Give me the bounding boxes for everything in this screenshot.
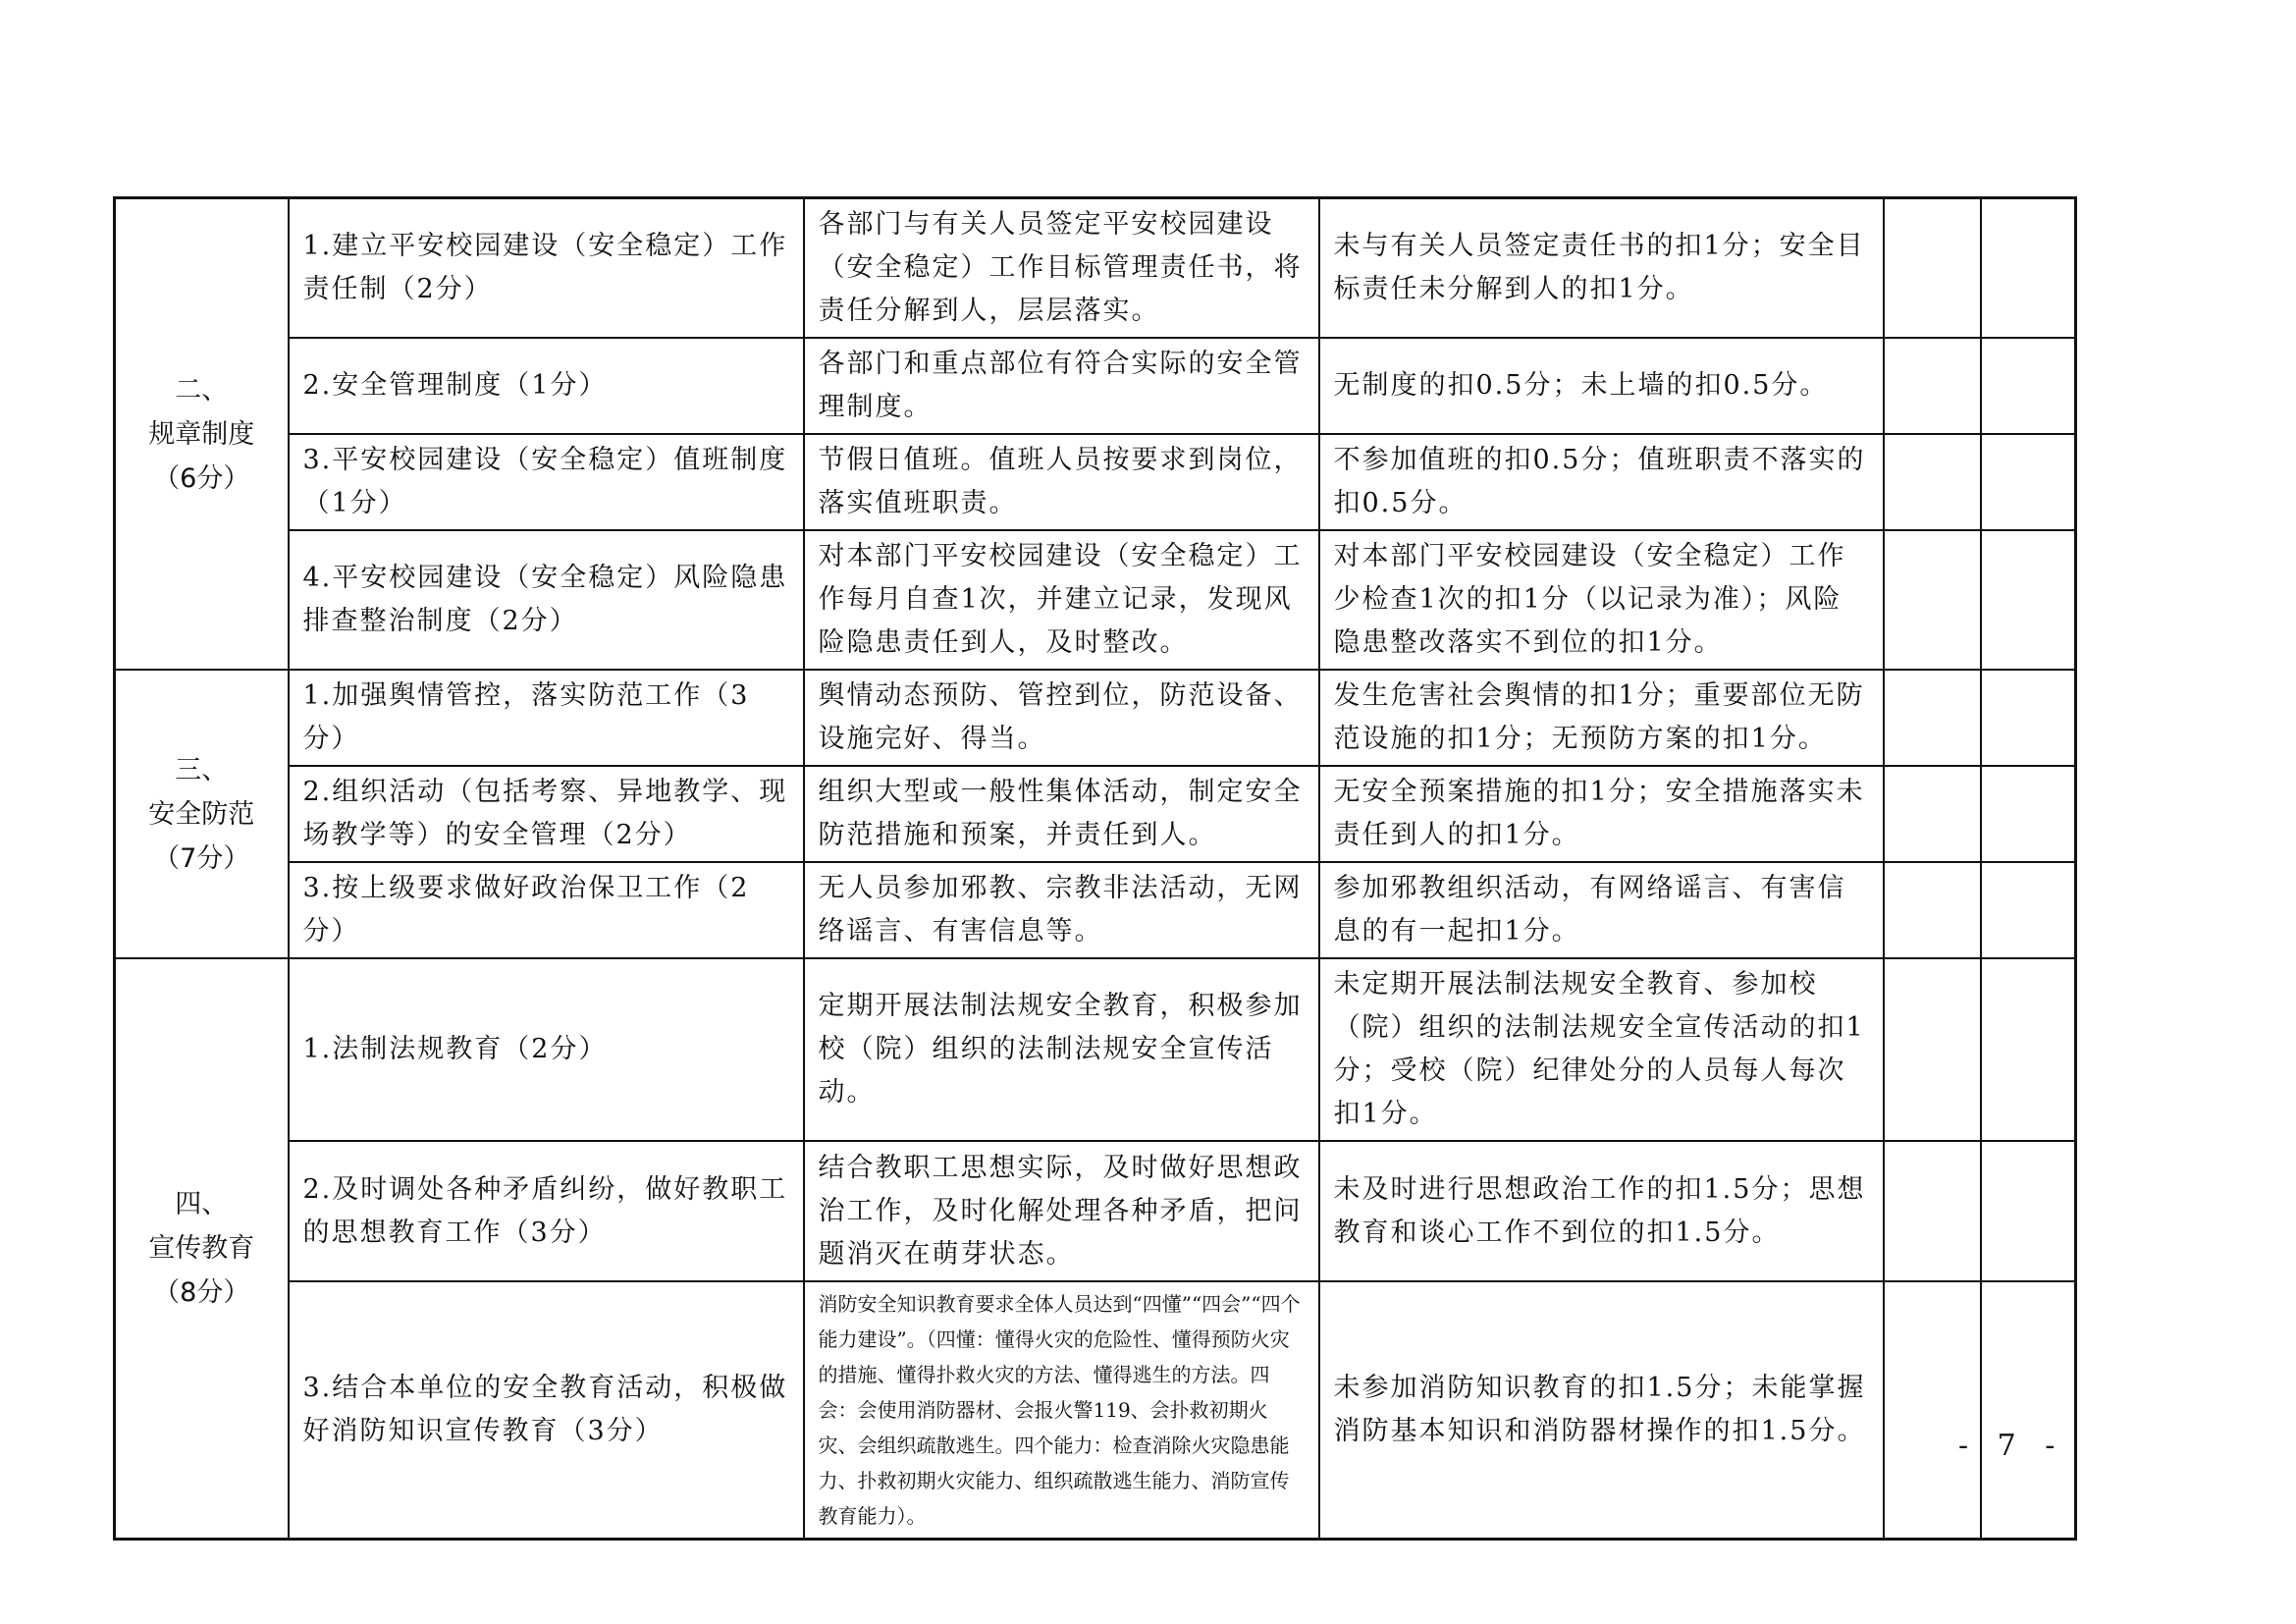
table-row — [115, 670, 2076, 766]
standard-cell: 各部门和重点部位有符合实际的安全管理制度。 — [804, 338, 1319, 434]
score-cell-1[interactable] — [1884, 862, 1981, 958]
table-row — [115, 338, 2076, 434]
deduction-cell: 无制度的扣0.5分；未上墙的扣0.5分。 — [1319, 338, 1884, 434]
score-cell-2[interactable] — [1981, 958, 2076, 1141]
category-label: 二、 — [175, 374, 229, 406]
category-label: （6分） — [153, 462, 250, 494]
score-cell-1[interactable] — [1884, 1281, 1981, 1540]
score-cell-2[interactable] — [1981, 1141, 2076, 1281]
item-cell: 3.平安校园建设（安全稳定）值班制度（1分） — [289, 434, 804, 530]
score-cell-1[interactable] — [1884, 434, 1981, 530]
standard-cell: 定期开展法制法规安全教育，积极参加校（院）组织的法制法规安全宣传活动。 — [804, 958, 1319, 1141]
deduction-cell: 对本部门平安校园建设（安全稳定）工作少检查1次的扣1分（以记录为准）；风险隐患整改落实不到位的扣1分。 — [1319, 530, 1884, 670]
table-row — [115, 766, 2076, 862]
standard-cell: 舆情动态预防、管控到位，防范设备、设施完好、得当。 — [804, 670, 1319, 766]
score-cell-1[interactable] — [1884, 958, 1981, 1141]
score-cell-2[interactable] — [1981, 198, 2076, 339]
table-row — [115, 198, 2076, 339]
item-cell: 1.加强舆情管控，落实防范工作（3分） — [289, 670, 804, 766]
score-cell-2[interactable] — [1981, 1281, 2076, 1540]
item-cell: 1.建立平安校园建设（安全稳定）工作责任制（2分） — [289, 198, 804, 339]
deduction-cell: 未及时进行思想政治工作的扣1.5分；思想教育和谈心工作不到位的扣1.5分。 — [1319, 1141, 1884, 1281]
deduction-cell: 未定期开展法制法规安全教育、参加校（院）组织的法制法规安全宣传活动的扣1分；受校（院）纪律处分的人员每人每次扣1分。 — [1319, 958, 1884, 1141]
item-cell: 2.及时调处各种矛盾纠纷，做好教职工的思想教育工作（3分） — [289, 1141, 804, 1281]
standard-cell: 各部门与有关人员签定平安校园建设（安全稳定）工作目标管理责任书，将责任分解到人，层层落实。 — [804, 198, 1319, 339]
deduction-cell: 参加邪教组织活动，有网络谣言、有害信息的有一起扣1分。 — [1319, 862, 1884, 958]
category-label: 安全防范 — [148, 798, 255, 830]
score-cell-2[interactable] — [1981, 434, 2076, 530]
score-cell-2[interactable] — [1981, 766, 2076, 862]
score-cell-2[interactable] — [1981, 338, 2076, 434]
table-row — [115, 1281, 2076, 1540]
category-label: 三、 — [175, 754, 229, 785]
category-cell — [115, 670, 289, 958]
item-cell: 2.组织活动（包括考察、异地教学、现场教学等）的安全管理（2分） — [289, 766, 804, 862]
category-label: 四、 — [175, 1189, 229, 1219]
standard-cell: 节假日值班。值班人员按要求到岗位，落实值班职责。 — [804, 434, 1319, 530]
standard-cell: 结合教职工思想实际，及时做好思想政治工作，及时化解处理各种矛盾，把问题消灭在萌芽状态。 — [804, 1141, 1319, 1281]
deduction-cell: 不参加值班的扣0.5分；值班职责不落实的扣0.5分。 — [1319, 434, 1884, 530]
standard-cell: 组织大型或一般性集体活动，制定安全防范措施和预案，并责任到人。 — [804, 766, 1319, 862]
standard-cell: 消防安全知识教育要求全体人员达到“四懂”“四会”“四个能力建设”。（四懂：懂得火灾的危险性、懂得预防火灾的措施、懂得扑救火灾的方法、懂得逃生的方法。四会：会使用消防器材、会报火警119、会扑救初期火灾、会组织疏散逃生。四个能力：检查消除火灾隐患能力、扑救初期火灾能力、组织疏散逃生能力、消防宣传教育能力）。 — [804, 1281, 1319, 1540]
standard-cell: 对本部门平安校园建设（安全稳定）工作每月自查1次，并建立记录，发现风险隐患责任到人，及时整改。 — [804, 530, 1319, 670]
score-cell-1[interactable] — [1884, 766, 1981, 862]
score-cell-1[interactable] — [1884, 1141, 1981, 1281]
item-cell: 3.结合本单位的安全教育活动，积极做好消防知识宣传教育（3分） — [289, 1281, 804, 1540]
item-cell: 2.安全管理制度（1分） — [289, 338, 804, 434]
table-row — [115, 434, 2076, 530]
score-cell-2[interactable] — [1981, 530, 2076, 670]
standard-cell: 无人员参加邪教、宗教非法活动，无网络谣言、有害信息等。 — [804, 862, 1319, 958]
table-row — [115, 862, 2076, 958]
category-label: （7分） — [153, 842, 250, 874]
item-cell: 1.法制法规教育（2分） — [289, 958, 804, 1141]
category-label: 宣传教育 — [148, 1233, 255, 1264]
deduction-cell: 无安全预案措施的扣1分；安全措施落实未责任到人的扣1分。 — [1319, 766, 1884, 862]
item-cell: 3.按上级要求做好政治保卫工作（2分） — [289, 862, 804, 958]
deduction-cell: 发生危害社会舆情的扣1分；重要部位无防范设施的扣1分；无预防方案的扣1分。 — [1319, 670, 1884, 766]
category-cell — [115, 958, 289, 1540]
category-label: 规章制度 — [148, 418, 255, 450]
table-row — [115, 530, 2076, 670]
score-cell-1[interactable] — [1884, 338, 1981, 434]
table-row — [115, 958, 2076, 1141]
deduction-cell: 未参加消防知识教育的扣1.5分；未能掌握消防基本知识和消防器材操作的扣1.5分。 — [1319, 1281, 1884, 1540]
evaluation-table — [113, 196, 2077, 1541]
score-cell-1[interactable] — [1884, 198, 1981, 339]
category-label: （8分） — [153, 1277, 250, 1308]
score-cell-2[interactable] — [1981, 670, 2076, 766]
category-cell — [115, 198, 289, 671]
deduction-cell: 未与有关人员签定责任书的扣1分；安全目标责任未分解到人的扣1分。 — [1319, 198, 1884, 339]
page-number: - 7 - — [1958, 1429, 2065, 1463]
item-cell: 4.平安校园建设（安全稳定）风险隐患排查整治制度（2分） — [289, 530, 804, 670]
score-cell-2[interactable] — [1981, 862, 2076, 958]
score-cell-1[interactable] — [1884, 670, 1981, 766]
score-cell-1[interactable] — [1884, 530, 1981, 670]
table-row — [115, 1141, 2076, 1281]
